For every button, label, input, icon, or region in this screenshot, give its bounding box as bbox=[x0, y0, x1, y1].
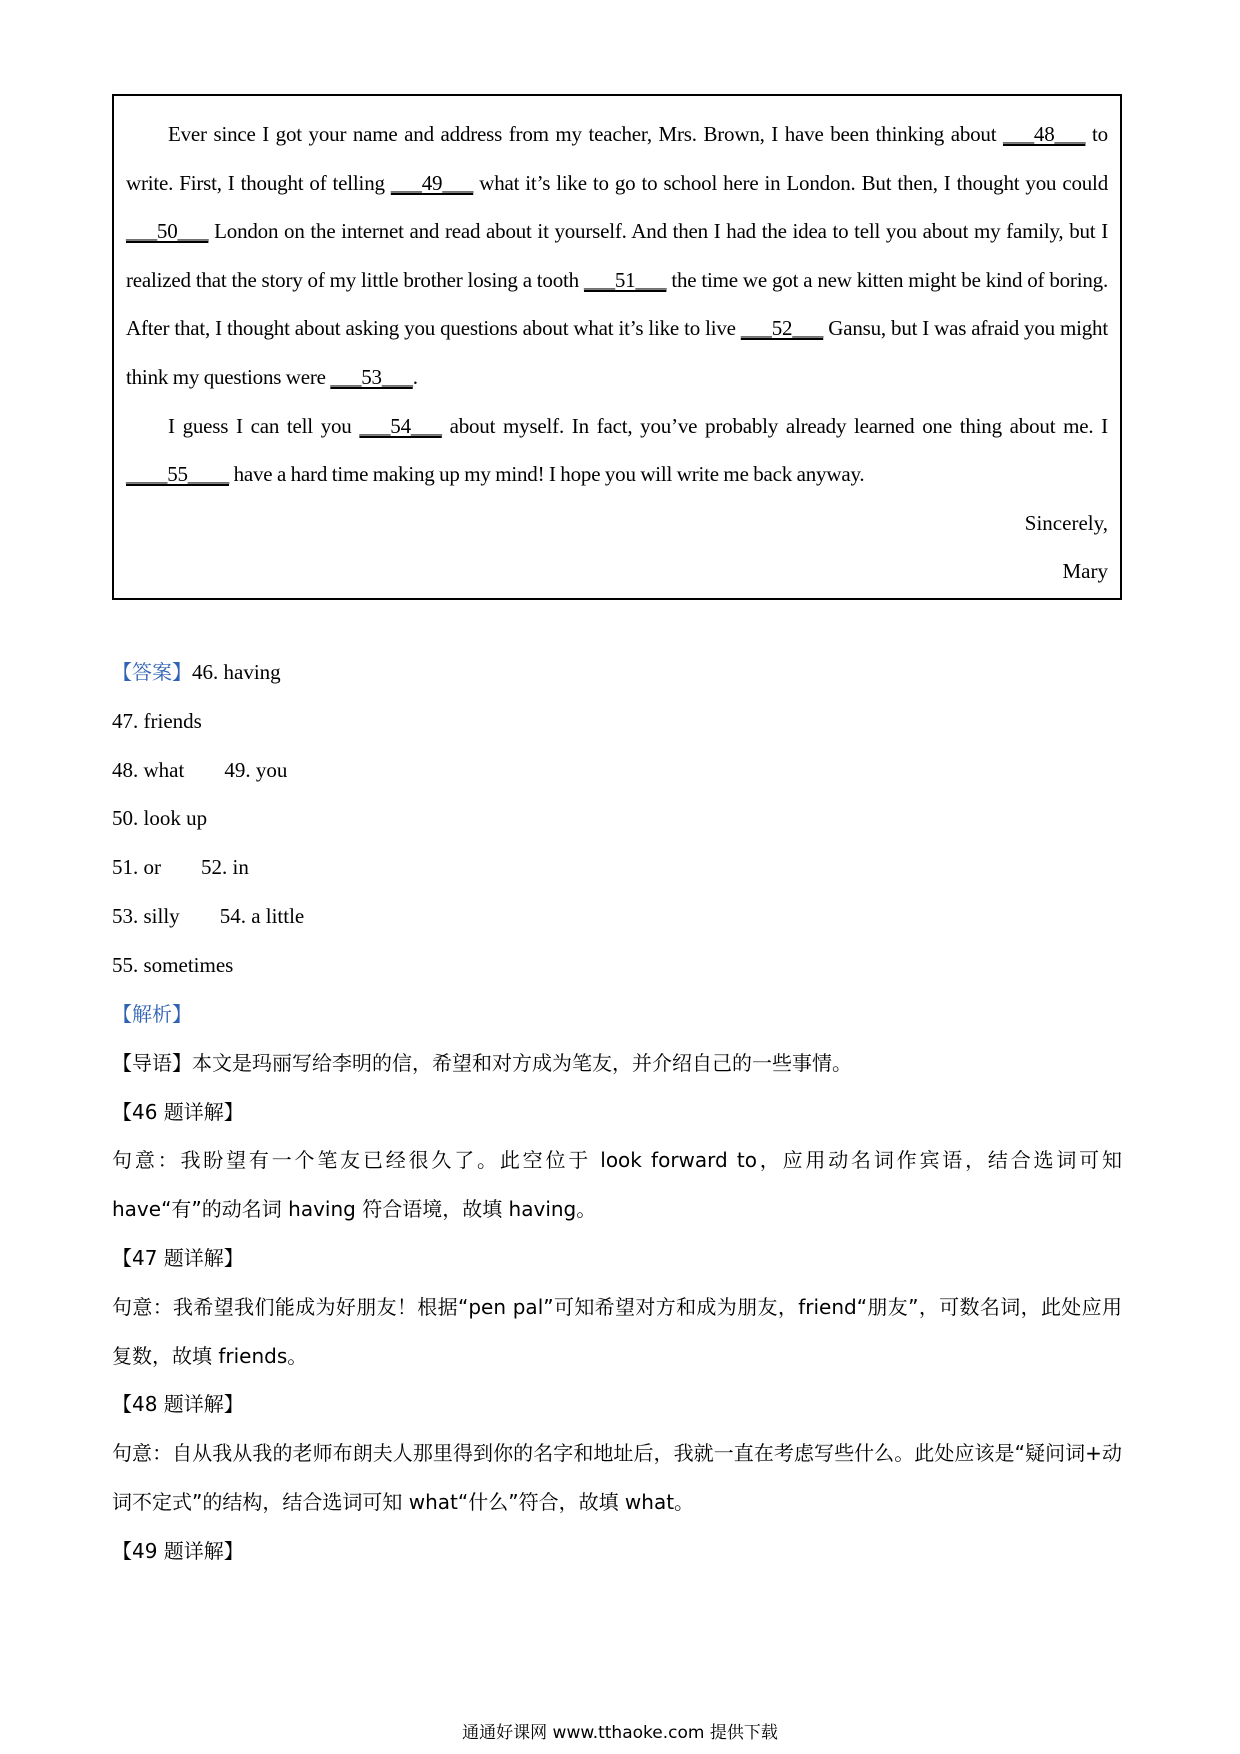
passage-text: . bbox=[412, 364, 418, 389]
blank-49: ___49___ bbox=[390, 170, 474, 195]
passage-paragraph-1 bbox=[126, 110, 1108, 402]
intro-text: 本文是玛丽写给李明的信，希望和对方成为笔友，并介绍自己的一些事情。 bbox=[192, 1050, 852, 1075]
answer-53: 53. silly bbox=[112, 903, 180, 928]
answer-line bbox=[112, 892, 1122, 941]
answers-section bbox=[112, 648, 1122, 990]
passage-text: what it’s like to go to school here in London. But then, I thought you could bbox=[473, 170, 1108, 195]
q48-text: 句意：自从我从我的老师布朗夫人那里得到你的名字和地址后，我就一直在考虑写些什么。此处应该是“疑问词+动词不定式”的结构，结合选词可知 what“什么”符合，故填 what。 bbox=[112, 1441, 1122, 1514]
analysis-line bbox=[112, 1039, 1122, 1088]
answer-tag: 【答案】 bbox=[112, 660, 192, 684]
answer-51: 51. or bbox=[112, 855, 161, 880]
blank-50: ___50___ bbox=[126, 219, 209, 244]
answer-line bbox=[112, 794, 1122, 843]
answer-line bbox=[112, 843, 1122, 892]
q49-title: 【49 题详解】 bbox=[112, 1538, 244, 1563]
answer-line bbox=[112, 941, 1122, 990]
answer-52: 52. in bbox=[201, 855, 249, 880]
passage-box bbox=[112, 94, 1122, 600]
q48-title: 【48 题详解】 bbox=[112, 1392, 244, 1417]
passage-text: have a hard time making up my mind! I hope you will write me back anyway. bbox=[229, 462, 865, 487]
blank-53: ___53___ bbox=[330, 364, 413, 389]
letter-signature: Mary bbox=[1062, 559, 1108, 584]
page-footer: 通通好课网 www.tthaoke.com 提供下载 bbox=[462, 1723, 778, 1743]
passage-text: London on the internet and read about it yourself. And then I had the idea to tell you about my family, but I realized that the story of my little brother losing a tooth bbox=[126, 219, 1108, 292]
blank-55: ____55____ bbox=[126, 462, 230, 487]
passage-text: Gansu, but I was afraid you might think my questions were bbox=[126, 316, 1108, 389]
q47-text: 句意：我希望我们能成为好朋友！根据“pen pal”可知希望对方和成为朋友，friend“朋友”，可数名词，此处应用复数，故填 friends。 bbox=[112, 1294, 1122, 1368]
analysis-line bbox=[112, 990, 1122, 1039]
passage-text: about myself. In fact, you’ve probably already learned one thing about me. I bbox=[441, 413, 1108, 438]
intro-tag: 【导语】 bbox=[112, 1050, 192, 1075]
blank-51: ___51___ bbox=[583, 267, 667, 292]
answer-54: 54. a little bbox=[219, 903, 305, 928]
q47-title: 【47 题详解】 bbox=[112, 1245, 244, 1270]
passage-text: I guess I can tell you bbox=[168, 413, 360, 438]
blank-54: ___54___ bbox=[359, 413, 442, 438]
blank-48: ___48___ bbox=[1003, 122, 1086, 146]
blank-52: ___52___ bbox=[740, 316, 824, 341]
passage-text: the time we got a new kitten might be kind of boring. After that, I thought about asking you questions about what it’s like to live bbox=[126, 267, 1108, 341]
q46-text: 句意：我盼望有一个笔友已经很久了。此空位于 look forward to，应用动名词作宾语，结合选词可知 have“有”的动名词 having 符合语境，故填 having。 bbox=[112, 1148, 1122, 1222]
answer-line bbox=[112, 648, 1122, 697]
answer-49: 49. you bbox=[224, 757, 288, 782]
answer-46: 46. having bbox=[192, 660, 281, 684]
answer-55: 55. sometimes bbox=[112, 952, 234, 977]
q46-title: 【46 题详解】 bbox=[112, 1099, 244, 1124]
answer-48: 48. what bbox=[112, 757, 185, 782]
passage-text: to write. First, I thought of telling bbox=[126, 122, 1108, 195]
answer-line bbox=[112, 697, 1122, 746]
answer-50: 50. look up bbox=[112, 806, 208, 831]
analysis-tag: 【解析】 bbox=[112, 1002, 192, 1026]
answer-line bbox=[112, 746, 1122, 795]
passage-text: Ever since I got your name and address from my teacher, Mrs. Brown, I have been thinking about bbox=[168, 122, 1003, 146]
passage-paragraph-2 bbox=[126, 402, 1108, 499]
letter-closing: Sincerely, bbox=[1024, 510, 1108, 535]
answer-47: 47. friends bbox=[112, 708, 202, 733]
analysis-section bbox=[112, 990, 1122, 1576]
